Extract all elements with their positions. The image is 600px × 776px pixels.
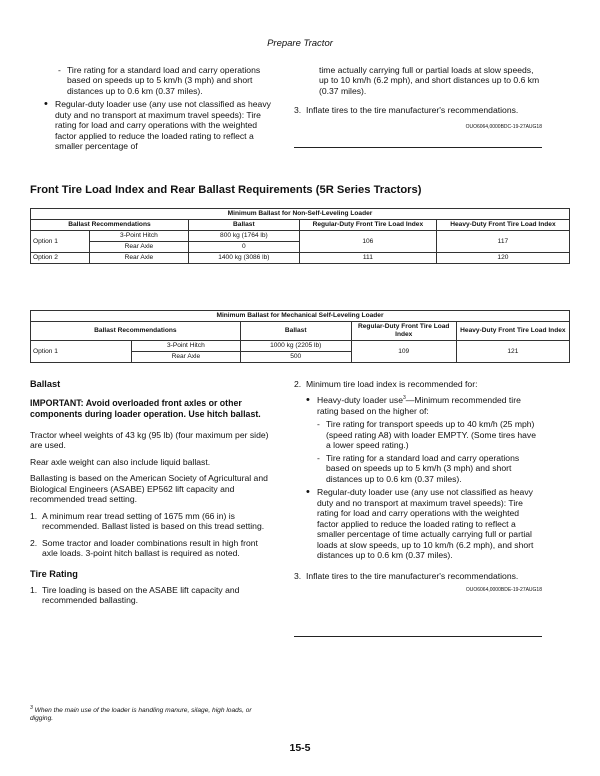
ballast-heading: Ballast <box>30 379 61 389</box>
table-cell: 117 <box>436 231 569 253</box>
table-cell: 1000 kg (2205 lb) <box>240 341 351 352</box>
item-text: Inflate tires to the tire manufacturer's recommendations. <box>306 570 519 581</box>
list-item: - Tire rating for a standard load and carry operations based on speeds up to 5 km/h (3 mph) and short distances up to 0.6 km (0.37 miles). <box>317 453 542 484</box>
column-header: Ballast <box>188 220 299 231</box>
doc-code: OUO6064,0000BDC-19-27AUG18 <box>465 123 542 130</box>
table-cell: Rear Axle <box>132 352 241 363</box>
important-notice <box>30 398 274 419</box>
bullet-text: —Minimum recommended tire rating based on the higher of: <box>317 395 521 416</box>
column-header: Heavy-Duty Front Tire Load Index <box>456 322 569 341</box>
paragraph: Tractor wheel weights of 43 kg (95 lb) (four maximum per side) are used. <box>30 429 269 451</box>
tire-rating-heading: Tire Rating <box>30 568 78 579</box>
item-text: A minimum rear tread setting of 1675 mm (66 in) is recommended. Ballast listed is based on this tread setting. <box>42 510 265 532</box>
table-cell: Option 2 <box>31 253 90 264</box>
list-item <box>306 395 542 416</box>
table-cell: 0 <box>188 242 299 253</box>
footnote-text: When the main use of the loader is handling manure, silage, high loads, or digging. <box>30 707 252 723</box>
table-cell: 800 kg (1764 lb) <box>188 231 299 242</box>
table-cell: 1400 kg (3086 lb) <box>188 253 299 264</box>
list-item <box>30 538 274 559</box>
column-header: Ballast Recommendations <box>31 220 189 231</box>
top-left-column <box>44 65 274 152</box>
item-text: Some tractor and loader combinations result in high front axle loads. 3-point hitch ballast is required as noted. <box>42 537 258 559</box>
table-caption: Minimum Ballast for Non-Self-Leveling Loader <box>31 209 570 220</box>
table-cell: Rear Axle <box>90 242 189 253</box>
page-number: 15-5 <box>289 742 311 754</box>
table-cell: 106 <box>299 231 436 253</box>
table-cell: 3-Point Hitch <box>132 341 241 352</box>
column-header: Regular-Duty Front Tire Load Index <box>351 322 456 341</box>
table-cell: Option 1 <box>31 341 132 363</box>
list-item <box>30 585 274 606</box>
paragraph: Rear axle weight can also include liquid ballast. <box>30 456 211 467</box>
list-item <box>294 379 542 389</box>
column-header: Regular-Duty Front Tire Load Index <box>299 220 436 231</box>
list-item: - Tire rating for a standard load and carry operations based on speeds up to 5 km/h (3 mph) and short distances up to 0.6 km (0.37 miles). <box>58 65 274 96</box>
column-header: Ballast <box>240 322 351 341</box>
doc-code: OUO6064,0000BDE-19-27AUG18 <box>465 587 542 594</box>
right-column <box>294 379 542 593</box>
column-header: Heavy-Duty Front Tire Load Index <box>436 220 569 231</box>
item-number: 3. <box>294 570 302 581</box>
item-number: 1. <box>30 584 38 595</box>
list-item: • Regular-duty loader use (any use not classified as heavy duty and no transport at maximum travel speeds): Tire rating for load and carry operations with the weighted factor applied to reduce the loaded rating to reflect a smaller percentage of <box>44 99 274 151</box>
table-row <box>31 253 570 264</box>
left-column <box>30 379 274 606</box>
table-caption: Minimum Ballast for Mechanical Self-Leveling Loader <box>31 311 570 322</box>
item-number: 2. <box>30 537 38 548</box>
divider <box>294 636 542 637</box>
top-right-column <box>294 65 542 130</box>
table-cell: Rear Axle <box>90 253 189 264</box>
section-title: Front Tire Load Index and Rear Ballast Requirements (5R Series Tractors) <box>30 184 422 196</box>
running-header: Prepare Tractor <box>267 38 333 49</box>
table-row <box>31 231 570 242</box>
item-text: Tire loading is based on the ASABE lift capacity and recommended ballasting. <box>42 584 240 606</box>
list-item <box>294 571 542 581</box>
table-cell: 111 <box>299 253 436 264</box>
bullet-list <box>306 395 542 560</box>
item-text: Minimum tire load index is recommended for: <box>306 379 478 389</box>
item-number: 3. <box>294 105 302 116</box>
item-text: Inflate tires to the tire manufacturer's recommendations. <box>306 105 519 116</box>
column-header: Ballast Recommendations <box>31 322 241 341</box>
footnote-marker: 3 <box>30 704 33 711</box>
list-item <box>294 105 542 115</box>
item-number: 2. <box>294 379 302 389</box>
table-cell: 3-Point Hitch <box>90 231 189 242</box>
paragraph: time actually carrying full or partial loads at slow speeds, up to 10 km/h (6.2 mph), and short distances up to 0.6 km (0.37 miles). <box>319 65 540 96</box>
table-cell: Option 1 <box>31 231 90 253</box>
divider <box>294 147 542 148</box>
bullet-text: Heavy-duty loader use <box>317 395 403 406</box>
list-item: • Regular-duty loader use (any use not classified as heavy duty and no transport at maximum travel speeds): Tire rating for load and carry operations with the weighted factor applied to reduce the loaded rating to reflect a smaller percentage of time actually carrying full or partial loads at slow speeds, up to 10 km/h (6.2 mph), and short distances up to 0.6 km (0.37 miles). <box>306 487 542 560</box>
item-number: 1. <box>30 510 38 521</box>
table-cell: 120 <box>436 253 569 264</box>
table-row <box>31 341 570 352</box>
table-cell: 121 <box>456 341 569 363</box>
table-cell: 500 <box>240 352 351 363</box>
ballast-table-non-self-leveling <box>30 208 570 264</box>
table-cell: 109 <box>351 341 456 363</box>
footnote-ref[interactable]: 3 <box>402 395 406 402</box>
paragraph: Ballasting is based on the American Society of Agricultural and Biological Engineers (ASABE) EP562 lift capacity and recommended tread setting. <box>30 473 268 505</box>
list-item <box>30 511 274 532</box>
footnote <box>30 704 275 723</box>
list-item: - Tire rating for transport speeds up to 40 km/h (25 mph) (speed rating A8) with loader EMPTY. (Some tires have a lower speed rating.) <box>317 419 542 450</box>
ballast-table-mechanical-self-leveling <box>30 310 570 363</box>
important-text: IMPORTANT: Avoid overloaded front axles or other components during loader operation. Use hitch ballast. <box>30 398 261 419</box>
